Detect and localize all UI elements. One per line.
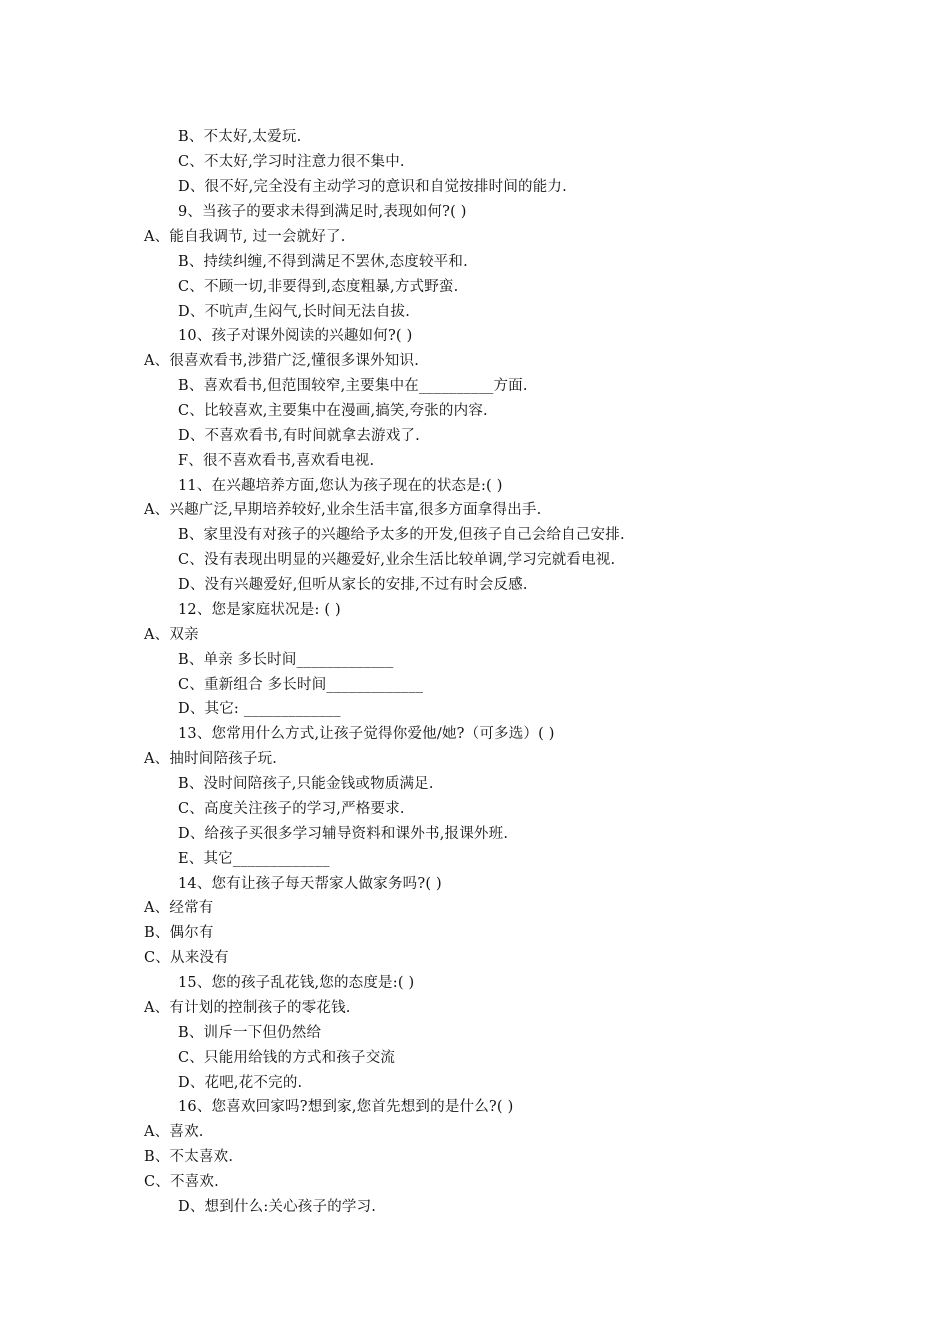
question-12: 12、您是家庭状况是: ( )	[178, 602, 341, 618]
option-14-c: C、从来没有	[144, 950, 229, 966]
option-10-d: D、不喜欢看书,有时间就拿去游戏了.	[178, 428, 420, 444]
option-10-b: B、喜欢看书,但范围较窄,主要集中在__________方面.	[178, 378, 528, 394]
option-13-d: D、给孩子买很多学习辅导资料和课外书,报课外班.	[178, 826, 509, 842]
option-8-d: D、很不好,完全没有主动学习的意识和自觉按排时间的能力.	[178, 179, 567, 195]
option-13-a: A、抽时间陪孩子玩.	[144, 751, 278, 767]
option-12-b: B、单亲 多长时间_____________	[178, 652, 394, 668]
option-16-b: B、不太喜欢.	[144, 1149, 234, 1165]
question-14: 14、您有让孩子每天帮家人做家务吗?( )	[178, 876, 442, 892]
option-13-c: C、高度关注孩子的学习,严格要求.	[178, 801, 405, 817]
option-12-d: D、其它: _____________	[178, 701, 341, 717]
option-12-c: C、重新组合 多长时间_____________	[178, 677, 424, 693]
option-10-f: F、很不喜欢看书,喜欢看电视.	[178, 453, 375, 469]
question-9: 9、当孩子的要求未得到满足时,表现如何?( )	[178, 204, 467, 220]
option-11-d: D、没有兴趣爱好,但听从家长的安排,不过有时会反感.	[178, 577, 528, 593]
option-16-d: D、想到什么:关心孩子的学习.	[178, 1199, 377, 1215]
option-14-b: B、偶尔有	[144, 925, 214, 941]
option-15-b: B、训斥一下但仍然给	[178, 1025, 322, 1041]
option-9-c: C、不顾一切,非要得到,态度粗暴,方式野蛮.	[178, 279, 459, 295]
option-12-a: A、双亲	[144, 627, 199, 643]
option-8-b: B、不太好,太爱玩.	[178, 129, 302, 145]
option-11-b: B、家里没有对孩子的兴趣给予太多的开发,但孩子自己会给自己安排.	[178, 527, 625, 543]
question-16: 16、您喜欢回家吗?想到家,您首先想到的是什么?( )	[178, 1099, 514, 1115]
option-8-c: C、不太好,学习时注意力很不集中.	[178, 154, 405, 170]
option-16-c: C、不喜欢.	[144, 1174, 219, 1190]
option-15-d: D、花吧,花不完的.	[178, 1075, 303, 1091]
option-9-d: D、不吭声,生闷气,长时间无法自拔.	[178, 304, 411, 320]
option-11-c: C、没有表现出明显的兴趣爱好,业余生活比较单调,学习完就看电视.	[178, 552, 616, 568]
option-9-a: A、能自我调节, 过一会就好了.	[144, 229, 346, 245]
option-9-b: B、持续纠缠,不得到满足不罢休,态度较平和.	[178, 254, 468, 270]
option-14-a: A、经常有	[144, 900, 214, 916]
option-13-e: E、其它_____________	[178, 851, 330, 867]
question-10: 10、孩子对课外阅读的兴趣如何?( )	[178, 328, 413, 344]
option-16-a: A、喜欢.	[144, 1124, 204, 1140]
option-15-a: A、有计划的控制孩子的零花钱.	[144, 1000, 351, 1016]
question-11: 11、在兴趣培养方面,您认为孩子现在的状态是:( )	[178, 478, 503, 494]
option-15-c: C、只能用给钱的方式和孩子交流	[178, 1050, 396, 1066]
option-11-a: A、兴趣广泛,早期培养较好,业余生活丰富,很多方面拿得出手.	[144, 502, 542, 518]
question-13: 13、您常用什么方式,让孩子觉得你爱他/她?（可多选）( )	[178, 726, 555, 742]
option-13-b: B、没时间陪孩子,只能金钱或物质满足.	[178, 776, 434, 792]
question-15: 15、您的孩子乱花钱,您的态度是:( )	[178, 975, 415, 991]
option-10-c: C、比较喜欢,主要集中在漫画,搞笑,夸张的内容.	[178, 403, 488, 419]
option-10-a: A、很喜欢看书,涉猎广泛,懂很多课外知识.	[144, 353, 419, 369]
